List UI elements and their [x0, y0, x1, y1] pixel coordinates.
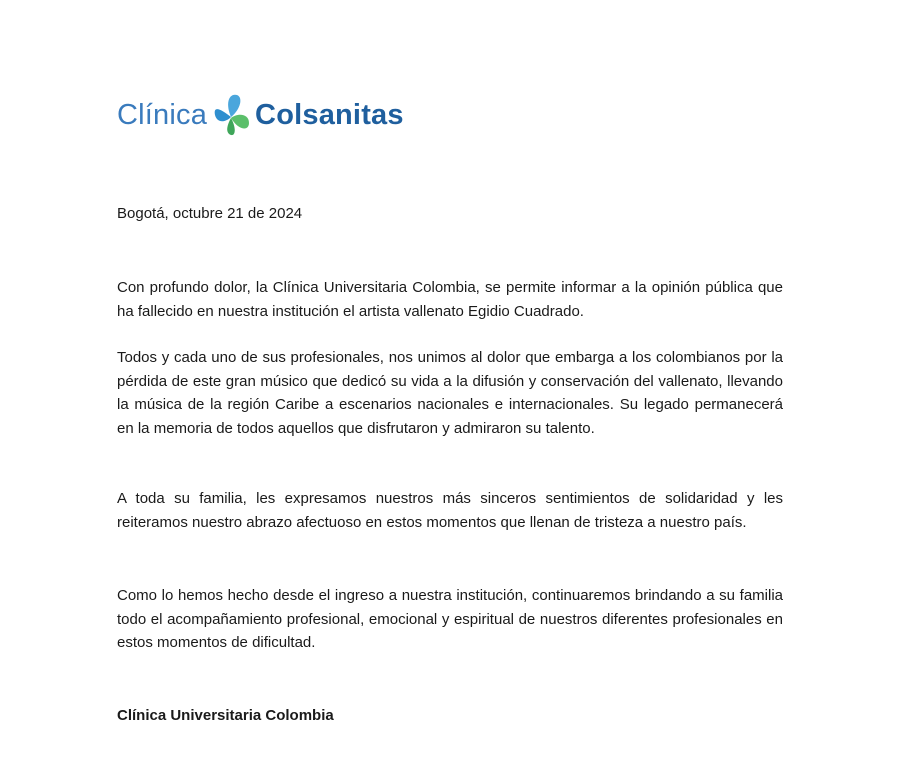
- logo-word-clinica: Clínica: [117, 98, 208, 131]
- signature: Clínica Universitaria Colombia: [117, 707, 334, 724]
- butterfly-icon: [211, 91, 253, 139]
- letter-date: Bogotá, octubre 21 de 2024: [117, 205, 303, 222]
- logo-word-colsanitas: Colsanitas: [255, 98, 404, 131]
- paragraph-announcement: Con profundo dolor, la Clínica Universitaria Colombia, se permite informar a la opinión pública que ha fallecido en nuestra institución el artista vallenato Egidio Cuadrado.: [117, 279, 783, 320]
- paragraph-support: Como lo hemos hecho desde el ingreso a nuestra institución, continuaremos brindando a su familia todo el acompañamiento profesional, emocional y espiritual de nuestros diferentes profesionales en estos momentos de dificultad.: [117, 587, 783, 651]
- paragraph-family: A toda su familia, les expresamos nuestros más sinceros sentimientos de solidaridad y les reiteramos nuestro abrazo afectuoso en estos momentos que llenan de tristeza a nuestro país.: [117, 490, 783, 531]
- clinic-logo: [117, 90, 404, 140]
- paragraph-condolence: Todos y cada uno de sus profesionales, nos unimos al dolor que embarga a los colombianos por la pérdida de este gran músico que dedicó su vida a la difusión y conservación del vallenato, llevando la música de la región Caribe a escenarios nacionales e internacionales. Su legado permanecerá en la memoria de todos aquellos que disfrutaron y admiraron su talento.: [117, 349, 783, 437]
